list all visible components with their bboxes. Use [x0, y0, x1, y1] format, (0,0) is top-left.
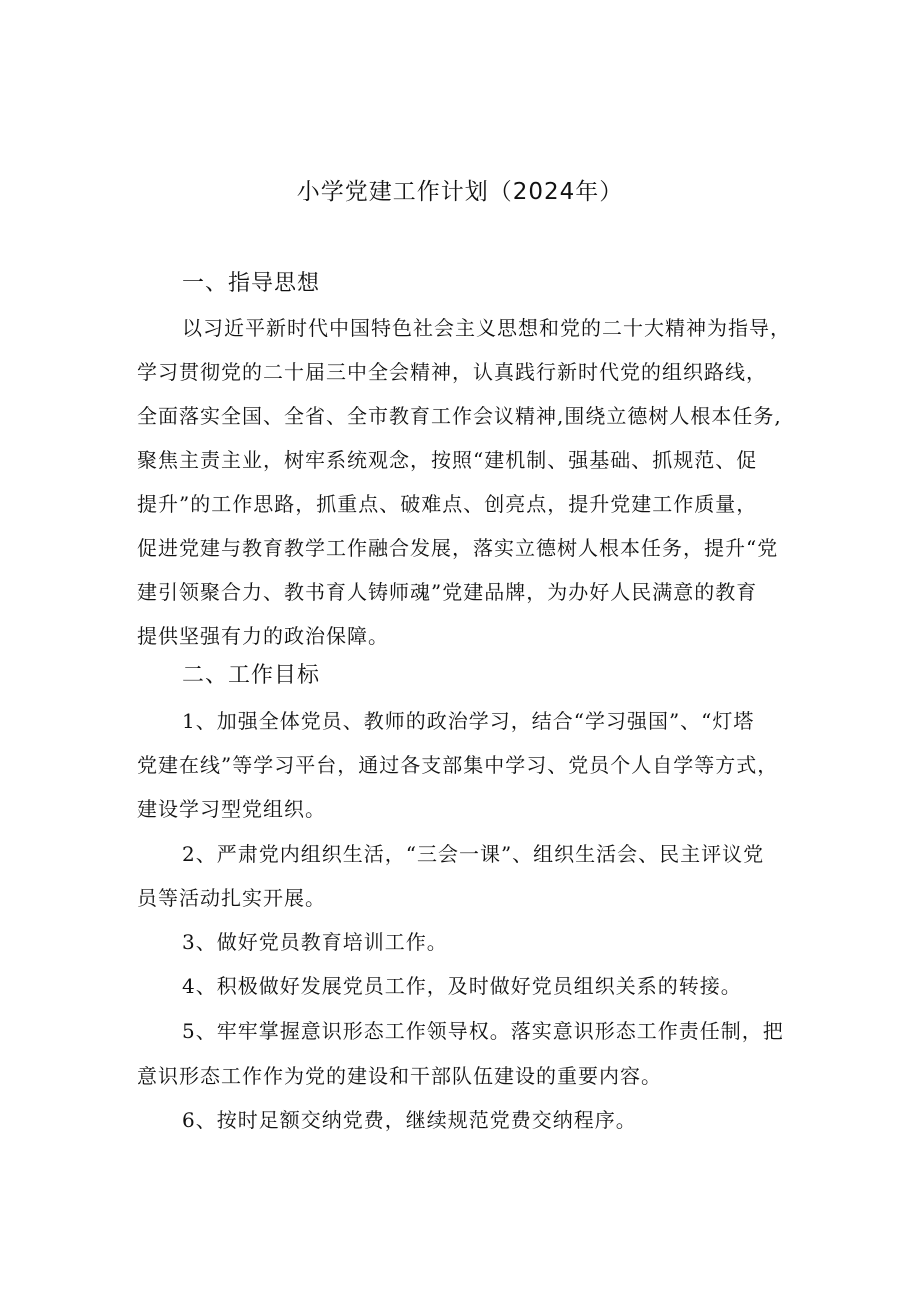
goal-item-line: 党建在线”等学习平台，通过各支部集中学习、党员个人自学等方式，	[137, 753, 779, 777]
goal-item-line: 2、严肃党内组织生活，“三会一课”、组织生活会、民主评议党	[182, 842, 765, 866]
goal-item-line: 建设学习型党组织。	[137, 797, 326, 821]
goal-item-line: 5、牢牢掌握意识形态工作领导权。落实意识形态工作责任制，把	[182, 1019, 784, 1043]
paragraph-line: 提供坚强有力的政治保障。	[137, 624, 389, 648]
paragraph-line: 以习近平新时代中国特色社会主义思想和党的二十大精神为指导，	[182, 316, 791, 340]
paragraph-line: 建引领聚合力、教书育人铸师魂”党建品牌，为办好人民满意的教育	[137, 580, 758, 604]
goal-item-line: 6、按时足额交纳党费，继续规范党费交纳程序。	[182, 1108, 637, 1132]
goal-item-line: 意识形态工作作为党的建设和干部队伍建设的重要内容。	[137, 1064, 662, 1088]
goal-item-line: 4、积极做好发展党员工作，及时做好党员组织关系的转接。	[182, 974, 742, 998]
paragraph-line: 全面落实全国、全省、全市教育工作会议精神,围绕立德树人根本任务,	[137, 404, 782, 428]
document-title: 小学党建工作计划（2024年）	[296, 179, 624, 205]
paragraph-line: 促进党建与教育教学工作融合发展，落实立德树人根本任务，提升“党	[137, 536, 779, 560]
goal-item-line: 3、做好党员教育培训工作。	[182, 930, 448, 954]
paragraph-line: 学习贯彻党的二十届三中全会精神，认真践行新时代党的组织路线，	[137, 360, 767, 384]
section-heading-work-goals: 二、工作目标	[182, 663, 321, 688]
paragraph-line: 提升”的工作思路，抓重点、破难点、创亮点，提升党建工作质量，	[137, 492, 758, 516]
goal-item-line: 员等活动扎实开展。	[137, 886, 326, 910]
paragraph-line: 聚焦主责主业，树牢系统观念，按照“建机制、强基础、抓规范、促	[137, 448, 758, 472]
section-heading-guiding-ideology: 一、指导思想	[182, 271, 321, 296]
goal-item-line: 1、加强全体党员、教师的政治学习，结合“学习强国”、“灯塔	[182, 709, 755, 733]
